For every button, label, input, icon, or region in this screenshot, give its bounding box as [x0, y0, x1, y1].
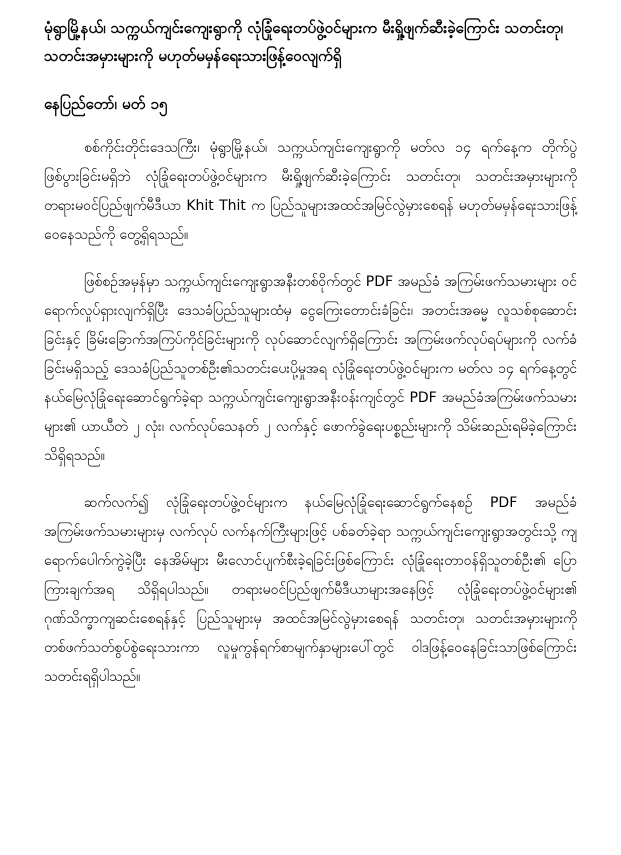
- article-headline: မုံရွာမြို့နယ်၊ သက္ကယ်ကျင်းကျေးရွာကို လုံခြုံရေးတပ်ဖွဲ့ဝင်များက မီးရှို့ဖျက်ဆီးခဲ့ကြောင်း သတင်းတု၊ သတင်းအမှားများကို မဟုတ်မမှန်ရေးသားဖြန့်ဝေလျက်ရှိ: [44, 19, 563, 65]
- article-dateline: နေပြည်တော်၊ မတ် ၁၅: [44, 95, 168, 113]
- article-paragraph-3: ဆက်လက်၍ လုံခြုံရေးတပ်ဖွဲ့ဝင်များက နယ်မြေလုံခြုံရေးဆောင်ရွက်နေစဉ် PDF အမည်ခံအကြမ်းဖက်သမားများမှ လက်လုပ် လက်နက်ကြီးများဖြင့် ပစ်ခတ်ခဲ့ရာ သက္ကယ်ကျင်းကျေးရွာအတွင်းသို့ ကျရောက်ပေါက်ကွဲခဲ့ပြီး နေအိမ်များ မီးလောင်ပျက်စီးခဲ့ရခြင်းဖြစ်ကြောင်း လုံခြုံရေးတာဝန်ရှိသူတစ်ဦး၏ ပြောကြားချက်အရ သိရှိရပါသည်။ တရားမဝင်ပြည်ဖျက်မီဒီယာများအနေဖြင့် လုံခြုံရေးတပ်ဖွဲ့ဝင်များ၏ ဂုဏ်သိက္ခာကျဆင်းစေရန်နှင့် ပြည်သူများမှ အထင်အမြင်လွဲမှားစေရန် သတင်းတု၊ သတင်းအမှားများကို တစ်ဖက်သတ်စွပ်စွဲရေးသားကာ လူမှုကွန်ရက်စာမျက်နှာများပေါ်တွင် ဝါဒဖြန့်ဝေနေခြင်းသာဖြစ်ကြောင်း သတင်းရရှိပါသည်။: [44, 495, 577, 685]
- article-paragraph-1: စစ်ကိုင်းတိုင်းဒေသကြီး၊ မုံရွာမြို့နယ်၊ သက္ကယ်ကျင်းကျေးရွာကို မတ်လ ၁၄ ရက်နေ့က တိုက်ပွဲဖြစ်ပွားခြင်းမရှိဘဲ လုံခြုံရေးတပ်ဖွဲ့ဝင်များက မီးရှို့ဖျက်ဆီးခဲ့ကြောင်း သတင်းတု၊ သတင်းအမှားများကို တရားမဝင်ပြည်ဖျက်မီဒီယာ Khit Thit က ပြည်သူများအထင်အမြင်လွဲမှားစေရန် မဟုတ်မမှန်ရေးသားဖြန့်ဝေနေသည်ကို တွေ့ရှိရသည်။: [44, 140, 577, 243]
- article-paragraph-2: ဖြစ်စဉ်အမှန်မှာ သက္ကယ်ကျင်းကျေးရွာအနီးတစ်ဝိုက်တွင် PDF အမည်ခံ အကြမ်းဖက်သမားများ ဝင်ရောက်လှုပ်ရှားလျက်ရှိပြီး ဒေသခံပြည်သူများထံမှ ငွေကြေးတောင်းခံခြင်း၊ အတင်းအဓမ္မ လူသစ်စုဆောင်းခြင်းနှင့် ခြိမ်းခြောက်အကြပ်ကိုင်ခြင်းများကို လုပ်ဆောင်လျက်ရှိကြောင်း အကြမ်းဖက်လုပ်ရပ်များကို လက်ခံခြင်းမရှိသည့် ဒေသခံပြည်သူတစ်ဦး၏သတင်းပေးပို့မှုအရ လုံခြုံရေးတပ်ဖွဲ့ဝင်များက မတ်လ ၁၄ ရက်နေ့တွင် နယ်မြေလုံခြုံရေးဆောင်ရွက်ခဲ့ရာ သက္ကယ်ကျင်းကျေးရွာအနီးဝန်းကျင်တွင် PDF အမည်ခံအကြမ်းဖက်သမားများ၏ ယာယီတဲ ၂ လုံး၊ လက်လုပ်သေနတ် ၂ လက်နှင့် ဖောက်ခွဲရေးပစ္စည်းများကို သိမ်းဆည်းရမိခဲ့ကြောင်း သိရှိရသည်။: [44, 274, 577, 464]
